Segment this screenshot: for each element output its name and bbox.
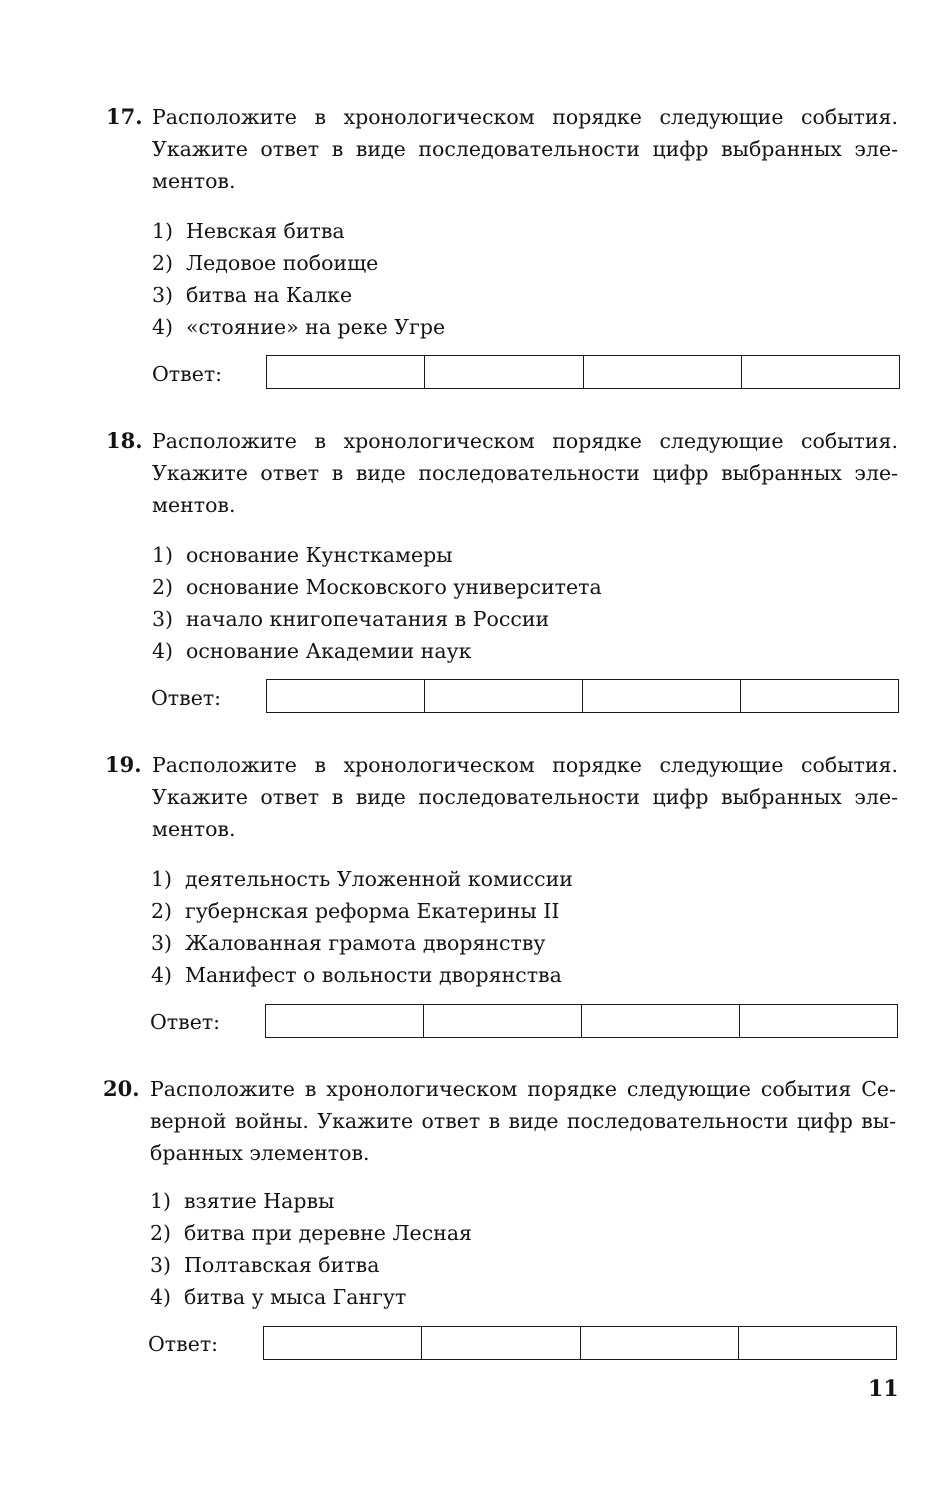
option-item: 2) основание Московского университета (152, 575, 602, 599)
question-line: Укажите ответ в виде последовательности цифр выбранных эле- (152, 461, 898, 485)
option-item: 4) основание Академии наук (152, 639, 472, 663)
answer-cell[interactable] (739, 1327, 896, 1359)
option-item: 1) взятие Нарвы (150, 1189, 335, 1213)
answer-cell[interactable] (424, 1005, 582, 1037)
question-line: Расположите в хронологическом порядке следующие события. (152, 429, 898, 453)
option-item: 2) Ледовое побоище (152, 251, 379, 275)
task-number: 17. (106, 104, 143, 129)
question-line: ментов. (152, 169, 236, 193)
answer-cell[interactable] (267, 680, 425, 712)
option-item: 1) Невская битва (152, 219, 345, 243)
task-number: 19. (105, 752, 142, 777)
question-line: верной войны. Укажите ответ в виде последовательности цифр вы- (150, 1109, 896, 1133)
answer-label: Ответ: (152, 362, 223, 386)
answer-label: Ответ: (150, 1010, 221, 1034)
option-item: 1) деятельность Уложенной комиссии (151, 867, 573, 891)
answer-cell[interactable] (742, 356, 899, 388)
question-line: Расположите в хронологическом порядке следующие события. (152, 753, 898, 777)
answer-cell[interactable] (425, 680, 583, 712)
answer-label: Ответ: (148, 1332, 219, 1356)
question-line: Укажите ответ в виде последовательности цифр выбранных эле- (152, 137, 898, 161)
answer-cell[interactable] (583, 680, 741, 712)
answer-cell[interactable] (741, 680, 898, 712)
option-item: 2) губернская реформа Екатерины II (151, 899, 560, 923)
answer-grid[interactable] (263, 1326, 897, 1360)
question-line: ментов. (152, 493, 236, 517)
option-item: 2) битва при деревне Лесная (150, 1221, 472, 1245)
option-item: 3) начало книгопечатания в России (152, 607, 550, 631)
answer-cell[interactable] (582, 1005, 740, 1037)
option-item: 3) битва на Калке (152, 283, 353, 307)
answer-cell[interactable] (584, 356, 742, 388)
question-line: Расположите в хронологическом порядке следующие события. (152, 105, 898, 129)
answer-label: Ответ: (151, 686, 222, 710)
task-number: 20. (103, 1076, 140, 1101)
option-item: 4) «стояние» на реке Угре (152, 315, 446, 339)
question-line: бранных элементов. (150, 1141, 370, 1165)
answer-grid[interactable] (265, 1004, 898, 1038)
question-line: Укажите ответ в виде последовательности цифр выбранных эле- (152, 785, 898, 809)
answer-cell[interactable] (425, 356, 583, 388)
question-line: Расположите в хронологическом порядке следующие события Се- (150, 1077, 896, 1101)
option-item: 3) Полтавская битва (150, 1253, 380, 1277)
question-line: ментов. (152, 817, 236, 841)
task-number: 18. (106, 428, 143, 453)
option-item: 4) Манифест о вольности дворянства (151, 963, 562, 987)
answer-cell[interactable] (581, 1327, 739, 1359)
answer-cell[interactable] (740, 1005, 897, 1037)
option-item: 3) Жалованная грамота дворянству (151, 931, 546, 955)
answer-cell[interactable] (266, 1005, 424, 1037)
page-number: 11 (868, 1376, 899, 1402)
answer-grid[interactable] (266, 355, 900, 389)
answer-cell[interactable] (264, 1327, 422, 1359)
answer-grid[interactable] (266, 679, 899, 713)
option-item: 4) битва у мыса Гангут (150, 1285, 407, 1309)
answer-cell[interactable] (422, 1327, 580, 1359)
answer-cell[interactable] (267, 356, 425, 388)
option-item: 1) основание Кунсткамеры (152, 543, 453, 567)
